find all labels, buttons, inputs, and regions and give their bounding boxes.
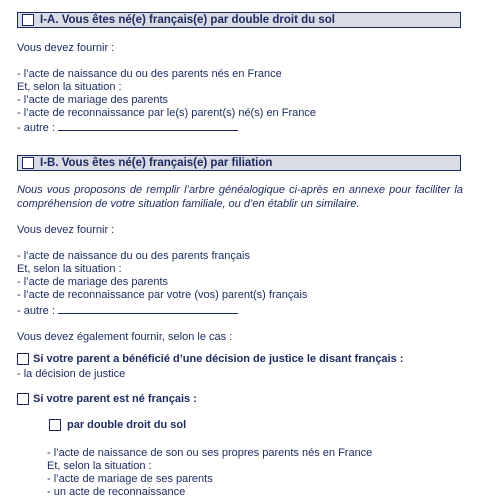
section-b-also-intro: Vous devez également fournir, selon le cas : [17,331,233,343]
section-a-item-2: Et, selon la situation : [17,81,122,93]
section-b-header [17,155,461,171]
section-b-other-row [17,303,238,318]
sub-item-4: - un acte de reconnaissance [47,486,186,498]
section-a-item-4: - l’acte de reconnaissance par le(s) parent(s) né(s) en France [17,107,316,119]
parent-born-french-checkbox[interactable] [17,393,29,405]
section-a-title: I-A. Vous êtes né(e) français(e) par double droit du sol [40,14,335,26]
section-b-item-2: Et, selon la situation : [17,263,122,275]
section-a-item-3: - l’acte de mariage des parents [17,94,169,106]
section-b-item-4: - l’acte de reconnaissance par votre (vos) parent(s) français [17,289,308,301]
section-a-other-field[interactable] [58,120,238,131]
section-a-other-row [17,120,238,135]
justice-decision-item: - la décision de justice [17,368,126,380]
section-a-other-label: - autre : [17,122,55,134]
section-a-header [17,12,461,28]
justice-decision-label: Si votre parent a bénéficié d’une décision de justice le disant français : [33,353,404,365]
section-b-item-1: - l’acte de naissance du ou des parents français [17,250,250,262]
sub-item-1: - l’acte de naissance de son ou ses propres parents nés en France [47,447,373,459]
section-b-title: I-B. Vous êtes né(e) français(e) par filiation [40,157,273,169]
section-b-note: Nous vous proposons de remplir l’arbre généalogique ci-après en annexe pour faciliter la compréhension de votre situation familiale, ou d’en établir un similaire. [17,184,463,210]
section-b-item-3: - l’acte de mariage des parents [17,276,169,288]
section-b-intro: Vous devez fournir : [17,224,115,236]
sub-item-3: - l’acte de mariage de ses parents [47,473,213,485]
section-b-other-label: - autre : [17,305,55,317]
section-a-item-1: - l’acte de naissance du ou des parents nés en France [17,68,282,80]
section-a-intro: Vous devez fournir : [17,42,115,54]
section-a-checkbox[interactable] [22,14,34,26]
double-soil-label: par double droit du sol [67,419,187,431]
section-b-checkbox[interactable] [22,157,34,169]
section-b-other-field[interactable] [58,303,238,314]
double-soil-checkbox[interactable] [49,419,61,431]
sub-item-2: Et, selon la situation : [47,460,152,472]
justice-decision-checkbox[interactable] [17,353,29,365]
parent-born-french-label: Si votre parent est né français : [33,393,197,405]
